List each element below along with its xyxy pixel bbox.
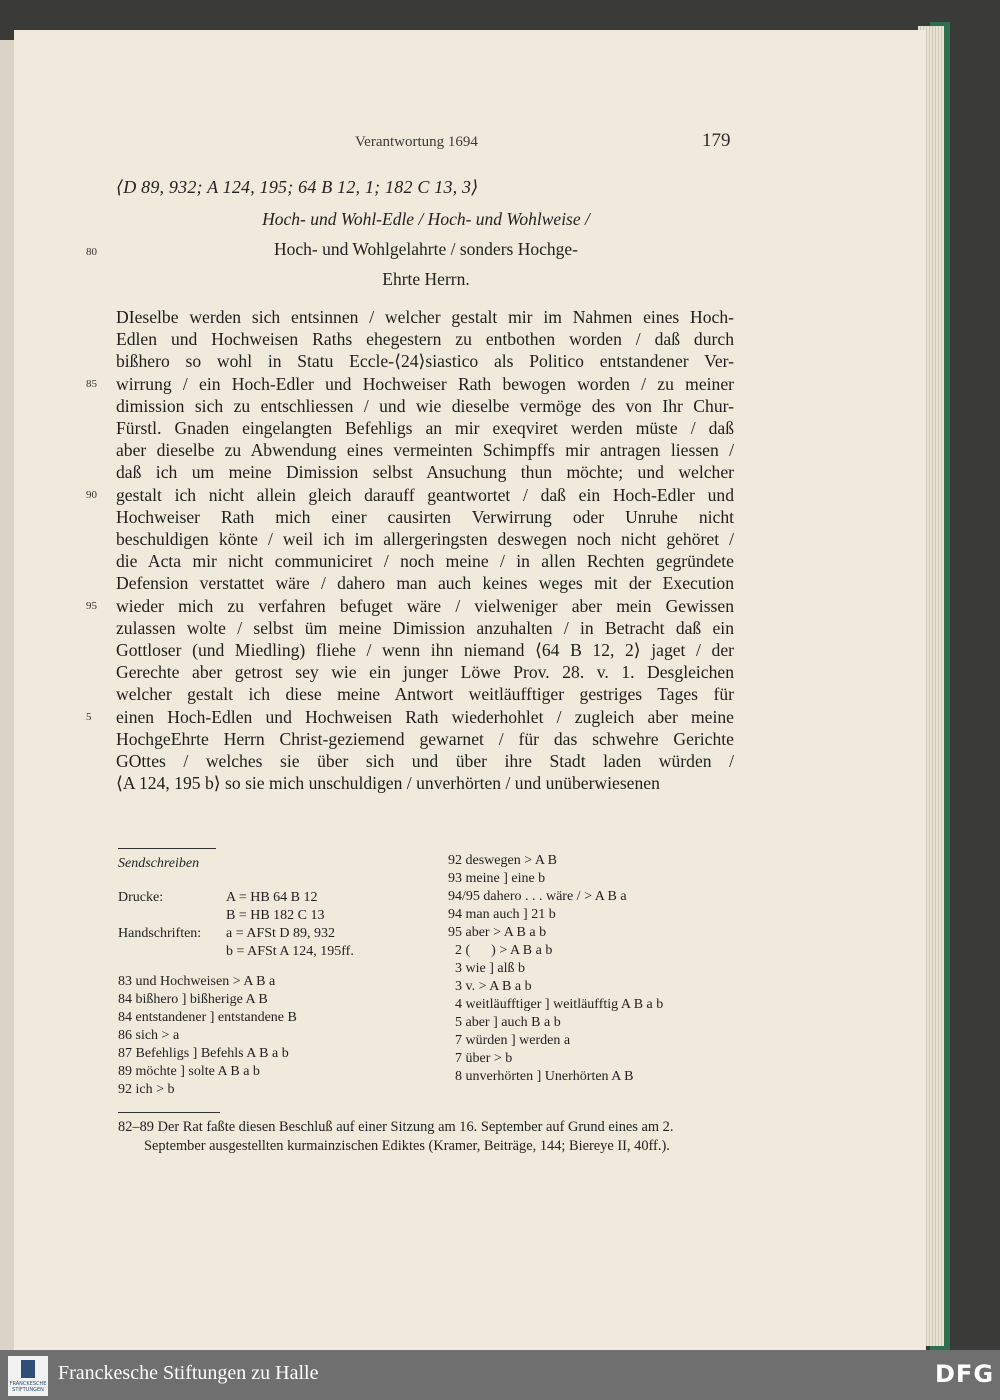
apparatus-entry: 86 sich > a [118, 1028, 180, 1043]
franckesche-logo[interactable] [8, 1356, 48, 1396]
footer-title-link[interactable]: Franckesche Stiftungen zu Halle [58, 1362, 319, 1384]
line-number: 90 [86, 489, 97, 501]
body-line: daß ich um meine Dimission selbst Ansuchung thun möchte; und welcher [116, 462, 734, 483]
apparatus-entry: 4 weitläufftiger ] weitläufftig A B a b [448, 997, 664, 1012]
body-line: die Acta mir nicht communiciret / noch meine / in allen Rechten gegründete [116, 551, 734, 572]
sources-row [118, 907, 428, 925]
body-line: GOttes / welches sie über sich und über ihre Stadt laden würden / [116, 751, 734, 772]
apparatus-entries-left [118, 973, 428, 1099]
logo-text: FRANCKESCHE STIFTUNGEN [9, 1381, 47, 1393]
apparatus-entry: 94 man auch ] 21 b [448, 907, 556, 922]
body-line: dimission sich zu entschliessen / und wie dieselbe vermöge des von Ihr Chur- [116, 395, 734, 416]
body-line: wirrung / ein Hoch-Edler und Hochweiser Rath bewogen worden / zu meiner [116, 373, 734, 394]
footnote-rule [118, 1112, 220, 1113]
page-number: 179 [702, 130, 731, 151]
apparatus-entry: 93 meine ] eine b [448, 871, 546, 886]
letter-body [116, 306, 734, 794]
footnote-line-2: September ausgestellten kurmainzischen Ediktes (Kramer, Beiträge, 144; Biereye II, 40ff.). [144, 1138, 670, 1154]
body-line: Edlen und Hochweisen Raths ehegestern zu entbothen worden / daß durch [116, 329, 734, 350]
running-head: Verantwortung 1694 [355, 134, 478, 150]
handschrift-a: a = AFSt D 89, 932 [226, 926, 336, 941]
body-line: Defension verstattet wäre / dahero man auch keines weges mit der Execution [116, 573, 734, 594]
line-number: 80 [86, 246, 97, 258]
apparatus-heading: Sendschreiben [118, 856, 200, 871]
apparatus-rule [118, 848, 216, 849]
dfg-logo[interactable]: DFG [935, 1360, 995, 1388]
handschrift-b: b = AFSt A 124, 195ff. [226, 944, 354, 959]
sources-row [118, 925, 428, 943]
apparatus-entry: 3 v. > A B a b [448, 979, 532, 994]
apparatus-right-column [448, 852, 748, 1086]
apparatus-entry: 84 bißhero ] bißherige A B [118, 992, 268, 1007]
apparatus-entry: 7 über > b [448, 1051, 513, 1066]
sources-row [118, 889, 428, 907]
drucke-label: Drucke: [118, 890, 164, 905]
drucke-a: A = HB 64 B 12 [226, 890, 318, 905]
address-line-3: Ehrte Herrn. [382, 269, 470, 289]
apparatus-entry: 89 möchte ] solte A B a b [118, 1064, 260, 1079]
apparatus-entry: 94/95 dahero . . . wäre / > A B a [448, 889, 627, 904]
body-line: welcher gestalt ich diese meine Antwort weitläufftiger gestriges Tages für [116, 684, 734, 705]
body-line: zulassen wolte / selbst üm meine Dimission anzuhalten / in Betracht daß ein [116, 617, 734, 638]
body-line: Hochweiser Rath mich einer causirten Verwirrung oder Unruhe nicht [116, 506, 734, 527]
apparatus-entry: 3 wie ] alß b [448, 961, 525, 976]
line-number: 95 [86, 600, 97, 612]
apparatus-entry: 84 entstandener ] entstandene B [118, 1010, 297, 1025]
book-edge-left [0, 40, 14, 1350]
body-line: Fürstl. Gnaden eingelangten Befehligs an mir exeqviret werden müste / daß [116, 418, 734, 439]
body-line: DIeselbe werden sich entsinnen / welcher gestalt mir im Nahmen eines Hoch- [116, 307, 734, 327]
apparatus-entry: 5 aber ] auch B a b [448, 1015, 561, 1030]
body-line: Gerechte aber getrost sey wie ein junger Löwe Prov. 28. v. 1. Desgleichen [116, 662, 734, 683]
sources-row [118, 943, 428, 961]
apparatus-entry: 87 Befehligs ] Befehls A B a b [118, 1046, 289, 1061]
siglum-line: ⟨D 89, 932; A 124, 195; 64 B 12, 1; 182 C 13, 3⟩ [116, 177, 479, 197]
drucke-b: B = HB 182 C 13 [226, 908, 325, 923]
body-line: gestalt ich nicht allein gleich darauff geantwortet / daß ein Hoch-Edler und [116, 484, 734, 505]
address-line-1: Hoch- und Wohl-Edle / Hoch- und Wohlweise / [262, 209, 590, 229]
line-number: 5 [86, 711, 92, 723]
apparatus-entry: 2 ( ) > A B a b [448, 943, 553, 958]
apparatus-entry: 92 ich > b [118, 1082, 175, 1097]
apparatus-left-column [118, 855, 428, 1099]
apparatus-entry: 7 würden ] werden a [448, 1033, 571, 1048]
body-line: bißhero so wohl in Statu Eccle-⟨24⟩siastico als Politico entstandener Ver- [116, 351, 734, 372]
line-number: 85 [86, 378, 97, 390]
logo-emblem-icon [21, 1360, 35, 1378]
handschriften-label: Handschriften: [118, 926, 202, 941]
apparatus-entry: 83 und Hochweisen > A B a [118, 974, 276, 989]
body-line: aber dieselbe zu Abwendung eines vermeinten Schimpffs mir antragen liessen / [116, 440, 734, 461]
body-line: HochgeEhrte Herrn Christ-geziemend gewarnet / für das schwehre Gerichte [116, 728, 734, 749]
apparatus-entry: 95 aber > A B a b [448, 925, 547, 940]
footnote [118, 1118, 758, 1156]
address-line-2: Hoch- und Wohlgelahrte / sonders Hochge- [274, 239, 578, 259]
footnote-line-1: 82–89 Der Rat faßte diesen Beschluß auf einer Sitzung am 16. September auf Grund eines am 2. [118, 1119, 674, 1135]
body-line: Gottloser (und Miedling) fliehe / wenn ihn niemand ⟨64 B 12, 2⟩ jaget / der [116, 640, 734, 661]
body-line: wieder mich zu verfahren befuget wäre / vielweniger aber mein Gewissen [116, 595, 734, 616]
body-line: einen Hoch-Edlen und Hochweisen Rath wiederhohlet / zugleich aber meine [116, 706, 734, 727]
apparatus-entry: 8 unverhörten ] Unerhörten A B [448, 1069, 634, 1084]
body-line: ⟨A 124, 195 b⟩ so sie mich unschuldigen / unverhörten / und unüberwiesenen [116, 773, 660, 794]
body-line: beschuldigen könte / weil ich im allergeringsten deswegen noch nicht gehöret / [116, 529, 734, 550]
apparatus-entry: 92 deswegen > A B [448, 853, 557, 868]
